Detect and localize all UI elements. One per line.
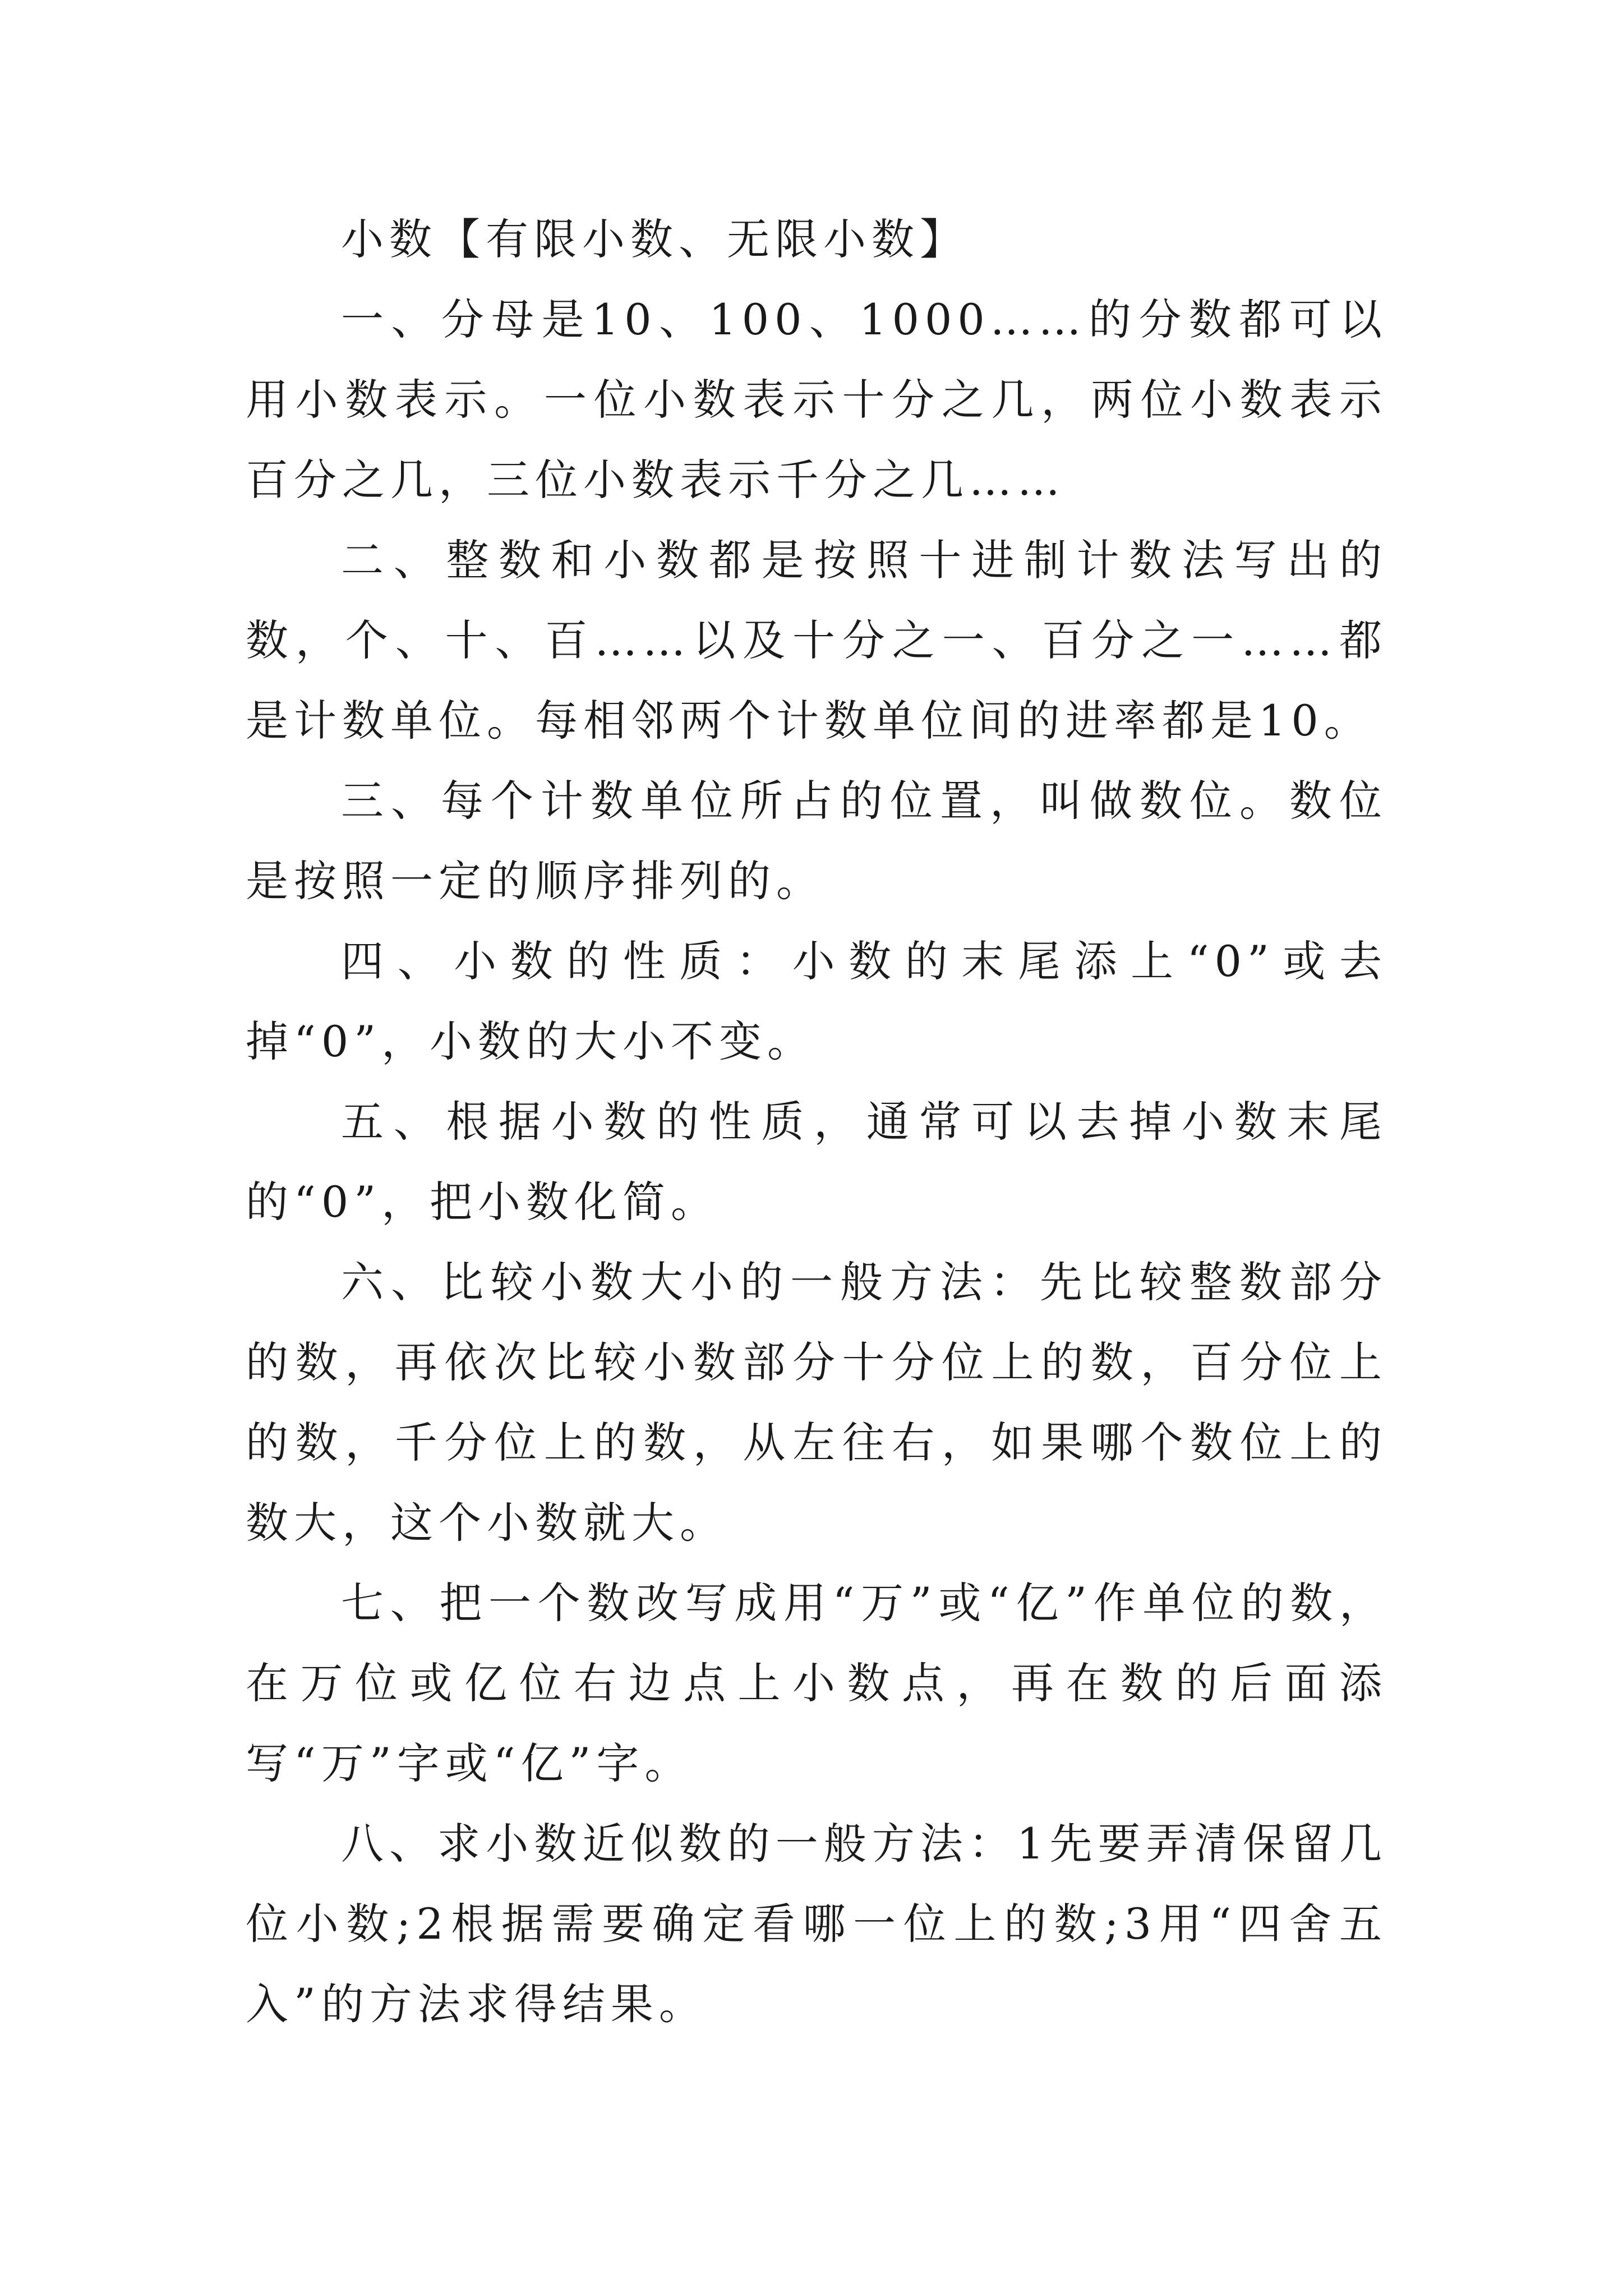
paragraph-5: 五、根据小数的性质，通常可以去掉小数末尾的“0”，把小数化简。 (246, 1097, 1387, 1227)
paragraph-4: 四、小数的性质：小数的末尾添上“0”或去掉“0”，小数的大小不变。 (246, 936, 1387, 1066)
paragraph-3: 三、每个计数单位所占的位置，叫做数位。数位是按照一定的顺序排列的。 (246, 776, 1387, 906)
paragraph-8: 八、求小数近似数的一般方法：1先要弄清保留几位小数;2根据需要确定看哪一位上的数;3用“四舍五入”的方法求得结果。 (246, 1819, 1387, 2029)
paragraph-7: 七、把一个数改写成用“万”或“亿”作单位的数，在万位或亿位右边点上小数点，再在数的后面添写“万”字或“亿”字。 (246, 1578, 1387, 1788)
document-heading: 小数【有限小数、无限小数】 (341, 214, 968, 264)
paragraph-1: 一、分母是10、100、1000……的分数都可以用小数表示。一位小数表示十分之几，两位小数表示百分之几，三位小数表示千分之几…… (246, 295, 1387, 505)
paragraph-2: 二、整数和小数都是按照十进制计数法写出的数，个、十、百……以及十分之一、百分之一……都是计数单位。每相邻两个计数单位间的进率都是10。 (246, 535, 1387, 746)
document-body (246, 199, 1387, 2044)
paragraph-6: 六、比较小数大小的一般方法：先比较整数部分的数，再依次比较小数部分十分位上的数，百分位上的数，千分位上的数，从左往右，如果哪个数位上的数大，这个小数就大。 (246, 1257, 1387, 1548)
